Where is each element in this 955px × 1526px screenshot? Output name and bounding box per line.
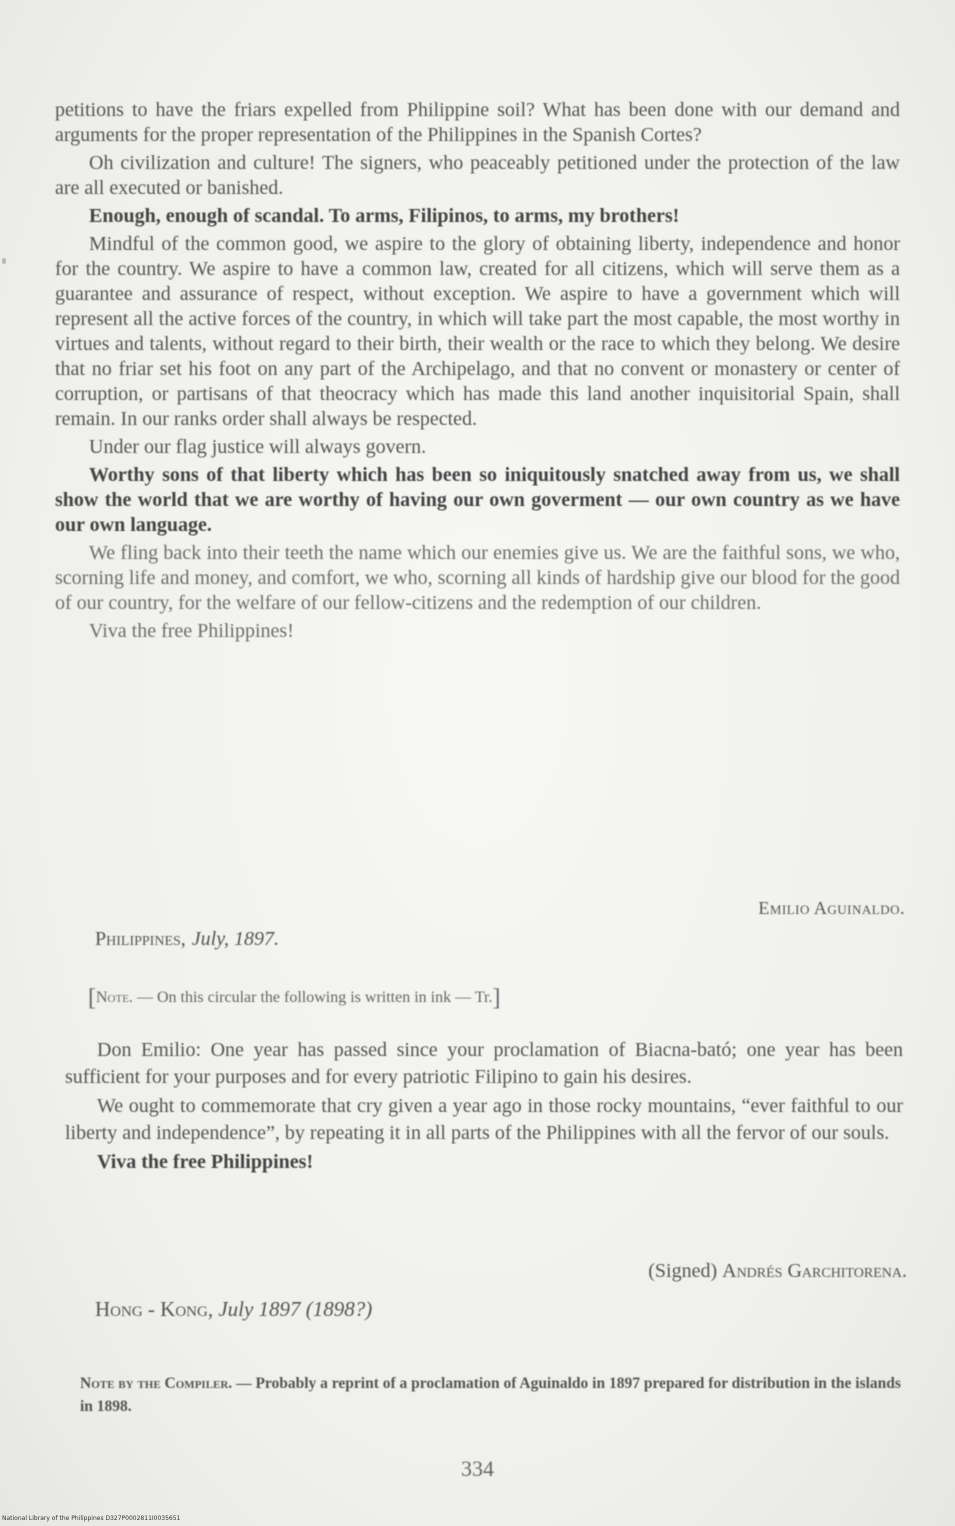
- open-bracket: [: [88, 985, 96, 1011]
- letter-paragraph-commemorate: We ought to commemorate that cry given a year ago in those rocky mountains, “ever faithful to our liberty and independence”, by repeating it in all parts of the Philippines with all the fervor of our souls.: [65, 1095, 903, 1144]
- paragraph-justice: Under our flag justice will always govern.: [89, 436, 427, 458]
- garchitorena-letter: [65, 1037, 903, 1178]
- paragraph-aspirations: Mindful of the common good, we aspire to the glory of obtaining liberty, independence and honor for the country. We aspire to have a common law, created for all citizens, which will serve them as a guarantee and assurance of respect, without exception. We aspire to have a government which will represent all the active forces of the country, in which will take part the most capable, the most worthy in virtues and talents, without regard to their birth, their wealth or the race to which they belong. We desire that no friar set his foot on any part of the Archipelago, and that no convent or monastery or center of corruption, or partisans of that theocracy which has made this land another inquisitorial Spain, shall remain. In our ranks order shall always be respected.: [55, 233, 900, 430]
- paragraph-viva-1: Viva the free Philippines!: [89, 620, 294, 642]
- paragraph-faithful-sons: We fling back into their teeth the name which our enemies give us. We are the faithful sons, we who, scorning life and money, and comfort, we who, scorning all kinds of hardship give our blood for the good of our country, for the welfare of our fellow-citizens and the redemption of our children.: [55, 542, 900, 614]
- signature-garchitorena: [648, 1260, 907, 1283]
- place-philippines: Philippines,: [95, 928, 186, 950]
- date-july-1897-1898: July 1897 (1898?): [218, 1297, 373, 1321]
- date-july-1897: July, 1897.: [191, 928, 280, 950]
- page-number: 334: [461, 1456, 494, 1481]
- paragraph-to-arms: Enough, enough of scandal. To arms, Filipinos, to arms, my brothers!: [89, 205, 680, 227]
- compiler-note: [80, 1372, 905, 1418]
- scan-edge-mark: [2, 258, 6, 264]
- compiler-note-label: Note by the Compiler.: [80, 1375, 233, 1392]
- scan-credit: National Library of the Philippines D327P0002811I0035651: [2, 1515, 181, 1522]
- signed-prefix: (Signed): [648, 1260, 718, 1282]
- close-bracket: ]: [492, 985, 501, 1011]
- place-date-hong-kong: [95, 1297, 372, 1322]
- letter-paragraph-viva: Viva the free Philippines!: [97, 1151, 314, 1173]
- signature-aguinaldo: Emilio Aguinaldo.: [758, 898, 905, 918]
- paragraph-civilization: Oh civilization and culture! The signers, who peaceably petitioned under the protection of the law are all executed or banished.: [55, 152, 900, 199]
- proclamation-body: [55, 98, 900, 647]
- paragraph-petitions: petitions to have the friars expelled from Philippine soil? What has been done with our demand and arguments for the proper representation of the Philippines in the Spanish Cortes?: [55, 99, 900, 146]
- signer-name: Andrés Garchitorena.: [722, 1260, 907, 1282]
- translator-note-label: Note.: [96, 989, 133, 1006]
- translator-note-text: — On this circular the following is written in ink — Tr.: [136, 989, 493, 1006]
- compiler-note-text: — Probably a reprint of a proclamation of Aguinaldo in 1897 prepared for distribution in the islands in 1898.: [80, 1375, 901, 1415]
- letter-paragraph-don-emilio: Don Emilio: One year has passed since your proclamation of Biacna-bató; one year has been sufficient for your purposes and for every patriotic Filipino to gain his desires.: [65, 1039, 903, 1088]
- paragraph-worthy-sons: Worthy sons of that liberty which has been so iniquitously snatched away from us, we shall show the world that we are worthy of having our own goverment — our own country as we have our own language.: [55, 464, 900, 536]
- place-hong-kong: Hong - Kong,: [95, 1297, 214, 1321]
- translator-note: [88, 985, 500, 1012]
- place-date-philippines: [95, 928, 279, 951]
